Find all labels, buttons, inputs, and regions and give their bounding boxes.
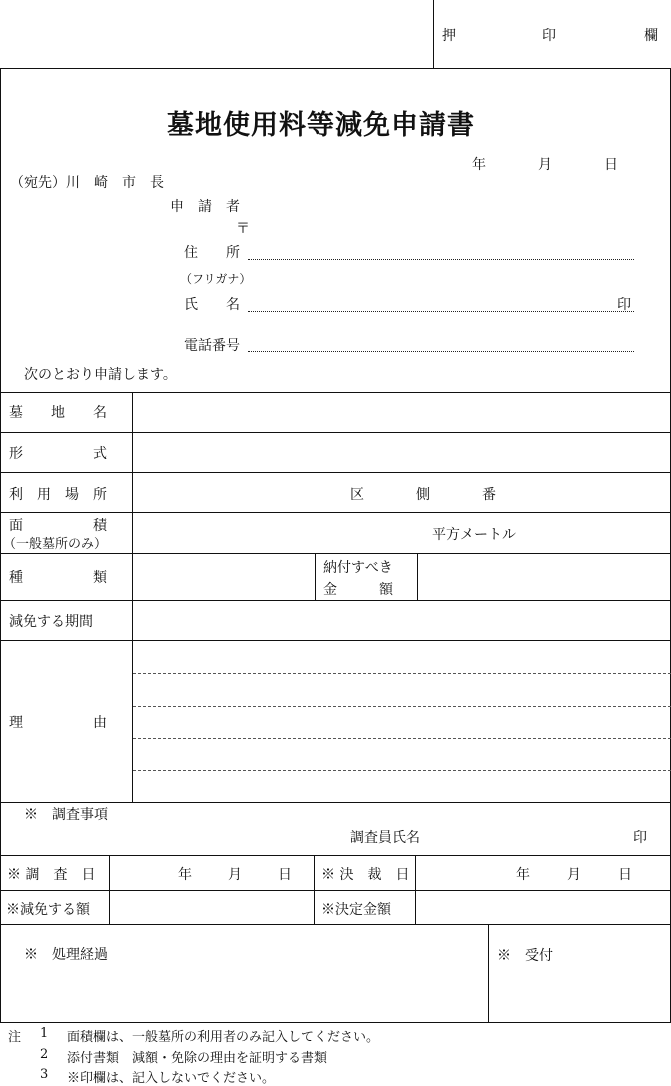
col-divider bbox=[109, 855, 110, 924]
label-divider bbox=[132, 392, 133, 802]
reduction-amount-label: ※減免する額 bbox=[6, 902, 90, 918]
col-divider bbox=[314, 855, 315, 924]
row-rule bbox=[0, 553, 671, 554]
note-3-text: ※印欄は、記入しないでください。 bbox=[67, 1071, 276, 1086]
date-year: 年 bbox=[472, 157, 486, 173]
postal-mark: 〒 bbox=[236, 221, 250, 237]
applicant-heading: 申 請 者 bbox=[170, 199, 240, 215]
row-rule bbox=[0, 432, 671, 433]
dec-year: 年 bbox=[516, 867, 530, 883]
investigator-label: 調査員氏名 bbox=[350, 830, 420, 846]
row-rule bbox=[0, 640, 671, 641]
row-rule bbox=[0, 890, 671, 891]
row-rule bbox=[0, 472, 671, 473]
note-3-num: 3 bbox=[40, 1067, 49, 1082]
furigana-label: （フリガナ） bbox=[180, 272, 252, 286]
reception-label: ※ 受付 bbox=[497, 948, 553, 964]
note-1-text: 面積欄は、一般墓所の利用者のみ記入してください。 bbox=[67, 1030, 380, 1045]
col-divider bbox=[488, 924, 489, 1022]
payable-divider bbox=[417, 553, 418, 600]
reason-line[interactable] bbox=[133, 706, 671, 707]
address-line[interactable] bbox=[248, 259, 634, 260]
reason-line[interactable] bbox=[133, 673, 671, 674]
form-label: 形 式 bbox=[9, 446, 107, 462]
note-2-text: 添付書類 減額・免除の理由を証明する書類 bbox=[67, 1051, 328, 1066]
cemetery-name-label: 墓 地 名 bbox=[9, 405, 107, 421]
address-label: 住 所 bbox=[184, 245, 240, 261]
kind-label: 種 類 bbox=[9, 570, 107, 586]
dec-day: 日 bbox=[618, 867, 632, 883]
seal-char-1: 押 bbox=[442, 28, 456, 44]
row-rule bbox=[0, 600, 671, 601]
reason-line[interactable] bbox=[133, 770, 671, 771]
investigator-seal: 印 bbox=[633, 830, 647, 846]
final-amount-label: ※決定金額 bbox=[321, 902, 391, 918]
note-2-num: 2 bbox=[40, 1047, 49, 1062]
row-rule bbox=[0, 512, 671, 513]
name-label: 氏 名 bbox=[184, 297, 240, 313]
location-label: 利 用 場 所 bbox=[9, 487, 107, 503]
dec-month: 月 bbox=[567, 867, 581, 883]
payable-label-1: 納付すべき bbox=[323, 560, 393, 576]
applicant-seal: 印 bbox=[617, 297, 631, 313]
phone-label: 電話番号 bbox=[184, 338, 240, 354]
location-ku: 区 bbox=[350, 487, 364, 503]
kind-divider bbox=[315, 553, 316, 600]
area-label: 面 積 bbox=[9, 518, 107, 534]
row-rule bbox=[0, 802, 671, 803]
seal-char-3: 欄 bbox=[644, 28, 658, 44]
payable-label-2: 金 額 bbox=[323, 582, 393, 598]
period-label: 減免する期間 bbox=[9, 614, 93, 630]
inv-year: 年 bbox=[178, 867, 192, 883]
form-title: 墓地使用料等減免申請書 bbox=[167, 110, 475, 141]
name-line[interactable] bbox=[248, 311, 634, 312]
inv-day: 日 bbox=[278, 867, 292, 883]
location-ban: 番 bbox=[482, 487, 496, 503]
row-rule bbox=[0, 392, 671, 393]
reason-label: 理 由 bbox=[9, 715, 107, 731]
row-rule bbox=[0, 855, 671, 856]
addressee: （宛先）川 崎 市 長 bbox=[10, 175, 164, 191]
area-unit: 平方メートル bbox=[432, 527, 516, 543]
cemetery-name-field[interactable] bbox=[134, 394, 669, 431]
row-rule bbox=[0, 924, 671, 925]
area-note: （一般墓所のみ） bbox=[3, 537, 108, 552]
investigation-date-label: ※ 調 査 日 bbox=[7, 867, 96, 883]
intro-text: 次のとおり申請します。 bbox=[24, 367, 177, 383]
seal-char-2: 印 bbox=[542, 28, 556, 44]
processing-label: ※ 処理経過 bbox=[24, 947, 108, 963]
form-field[interactable] bbox=[134, 434, 669, 471]
period-field[interactable] bbox=[134, 602, 669, 639]
investigation-heading: ※ 調査事項 bbox=[24, 807, 108, 823]
payable-field[interactable] bbox=[419, 555, 669, 599]
inv-month: 月 bbox=[228, 867, 242, 883]
reason-line[interactable] bbox=[133, 738, 671, 739]
col-divider bbox=[415, 855, 416, 924]
date-day: 日 bbox=[604, 157, 618, 173]
date-month: 月 bbox=[538, 157, 552, 173]
notes-prefix: 注 bbox=[8, 1030, 22, 1045]
note-1-num: 1 bbox=[40, 1026, 49, 1041]
decision-date-label: ※ 決 裁 日 bbox=[321, 867, 410, 883]
location-gawa: 側 bbox=[416, 487, 430, 503]
phone-line[interactable] bbox=[248, 351, 634, 352]
